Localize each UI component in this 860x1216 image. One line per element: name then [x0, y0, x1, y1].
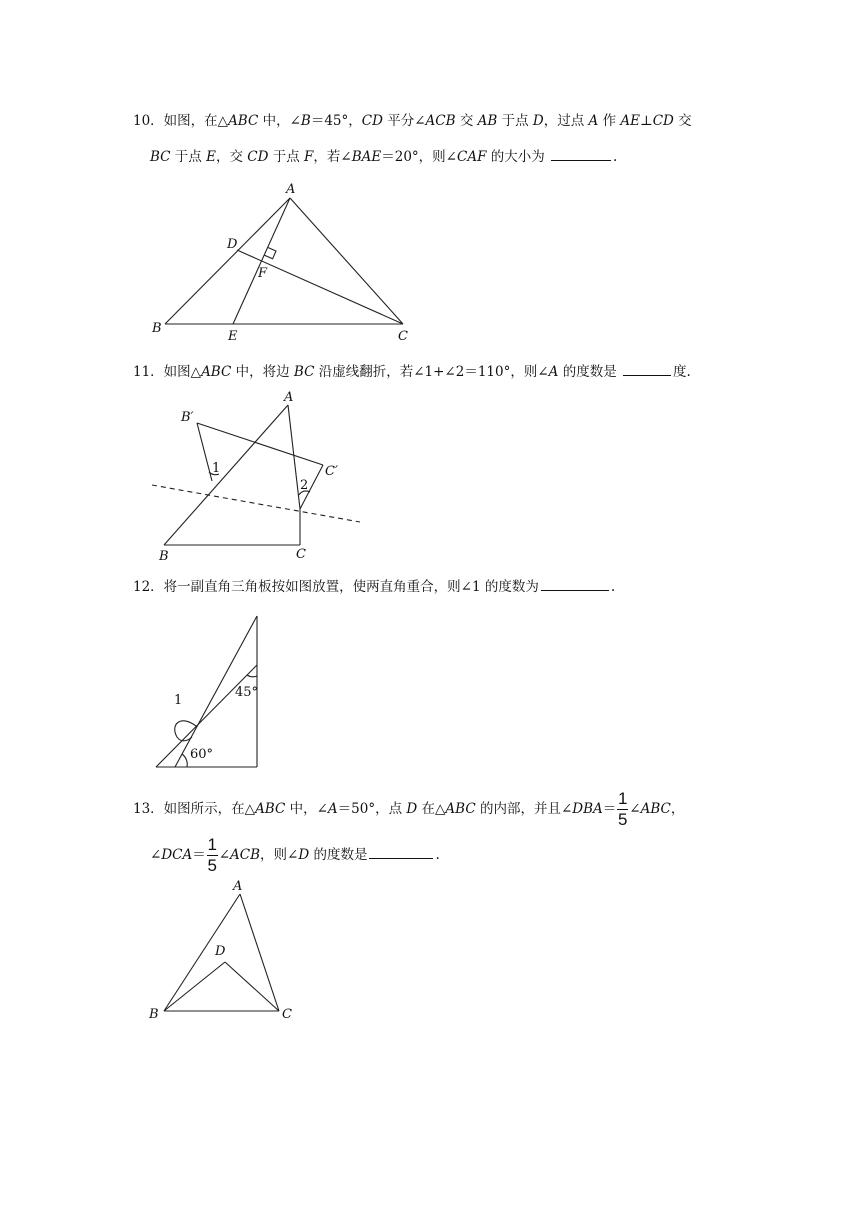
segment-ae: [233, 198, 290, 324]
q10-text-line2: BC 于点 E，交 CD 于点 F，若∠BAE＝20°，则∠CAF 的大小为 .: [150, 146, 617, 167]
answer-blank: [369, 844, 433, 859]
q13-figure: [145, 875, 315, 1035]
angle-45-arc: [247, 675, 257, 677]
fraction-one-fifth: $\frac{1}{5}$: [618, 789, 628, 829]
angle-60-arc: [182, 754, 187, 767]
label-d: D: [227, 237, 238, 252]
q13-text-line2: ∠DCA＝ $\frac{1}{5}$ ∠ACB，则∠D 的度数是 .: [150, 835, 440, 875]
label-c: C: [282, 1007, 292, 1022]
side-ab: [165, 198, 290, 324]
label-45: 45°: [235, 685, 259, 700]
label-a: A: [286, 182, 296, 197]
label-b: B: [152, 321, 162, 336]
label-c: C: [398, 329, 408, 344]
label-a: A: [233, 879, 243, 894]
label-angle-2: 2: [300, 478, 309, 493]
side-ab: [164, 405, 288, 545]
label-angle-1: 1: [174, 693, 183, 708]
q12-text: 12．将一副直角三角板按如图放置，使两直角重合，则∠1 的度数为 .: [133, 576, 615, 597]
label-b-prime: B′: [181, 410, 194, 425]
label-e: E: [228, 329, 238, 344]
q10-text-line1: 10．如图，在△ABC 中，∠B＝45°，CD 平分∠ACB 交 AB 于点 D，过点 A 作 AE⊥CD 交: [133, 113, 692, 129]
segment-bd: [164, 962, 225, 1011]
answer-blank: [541, 576, 609, 591]
label-f: F: [258, 266, 268, 281]
folded-side-bpcp: [197, 423, 323, 465]
answer-blank: [623, 361, 671, 376]
side-ac: [290, 198, 403, 324]
label-b: B: [159, 549, 169, 564]
label-angle-1: 1: [212, 461, 221, 476]
label-d: D: [215, 944, 226, 959]
right-angle-mark: [265, 248, 277, 259]
q12-figure: [150, 610, 270, 775]
q11-text: 11．如图△ABC 中，将边 BC 沿虚线翻折，若∠1+∠2＝110°，则∠A 的度数是 度.: [133, 361, 691, 382]
label-a: A: [284, 390, 294, 405]
label-c-prime: C′: [325, 464, 338, 479]
fraction-one-fifth: $\frac{1}{5}$: [207, 835, 217, 875]
answer-blank: [551, 146, 611, 161]
q13-text-line1: 13．如图所示，在△ABC 中，∠A＝50°，点 D 在△ABC 的内部，并且∠DBA＝ $\frac{1}{5}$ ∠ABC，: [133, 789, 685, 829]
label-60: 60°: [190, 747, 214, 762]
fold-line: [152, 485, 360, 522]
q11-figure: [150, 385, 370, 565]
side-ab: [164, 894, 240, 1011]
label-b: B: [149, 1007, 159, 1022]
q10-figure: [145, 180, 425, 345]
label-c: C: [296, 547, 306, 562]
